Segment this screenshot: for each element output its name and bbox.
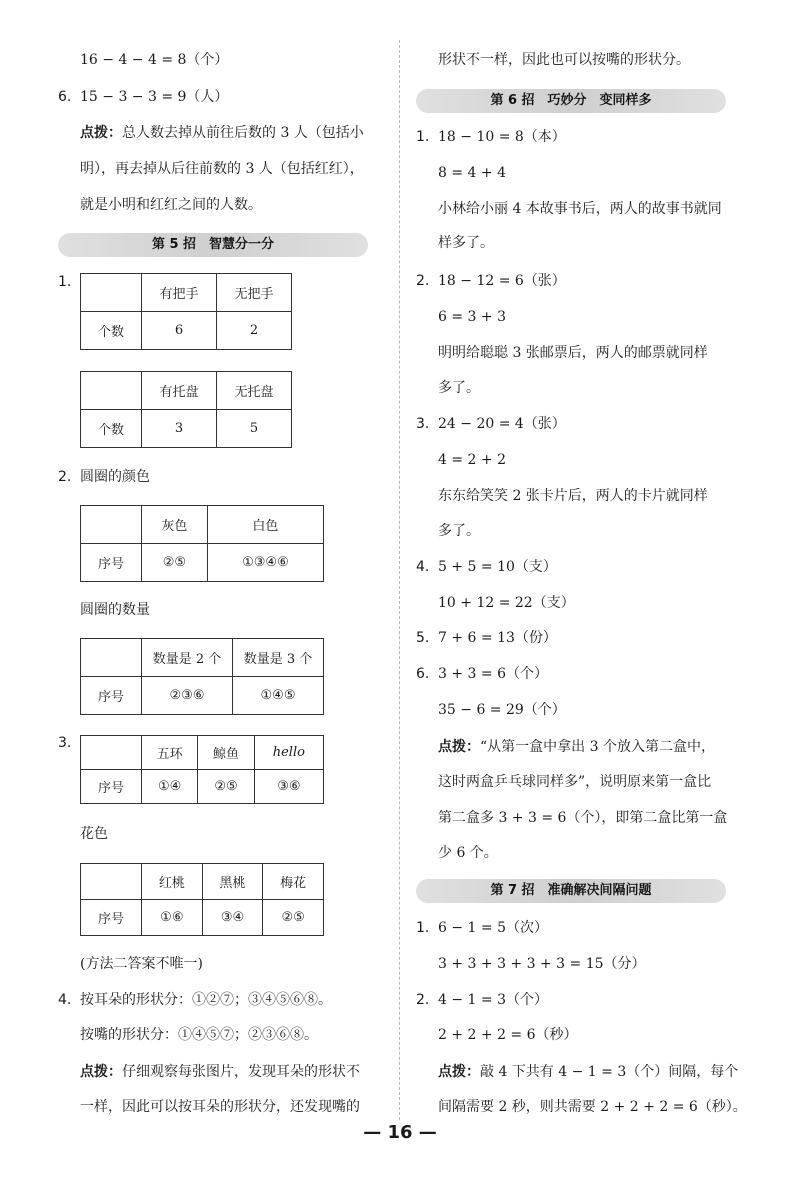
- section-banner-5: 第 5 招 智慧分一分: [58, 233, 368, 257]
- tip-line: 间隔需要 2 秒，则共需要 2 + 2 + 2 = 6（秒）。: [438, 1099, 747, 1115]
- answer-line: 多了。: [438, 380, 480, 396]
- table-suits: 红桃 黑桃 梅花 序号 ①⑥ ③④ ②⑤: [80, 863, 324, 936]
- answer-line: 样多了。: [438, 235, 494, 251]
- tip-line: 第二盒多 3 + 3 = 6（个），即第二盒比第一盒: [438, 810, 728, 826]
- answer-line: 7 + 6 = 13（份）: [438, 630, 557, 646]
- answer-line: 5 + 5 = 10（支）: [438, 559, 557, 575]
- page-number: — 16 —: [363, 1122, 437, 1143]
- tip-line: 点拨：敲 4 下共有 4 − 1 = 3（个）间隔，每个: [438, 1064, 739, 1080]
- tip-line: 点拨：“从第一盒中拿出 3 个放入第二盒中，: [438, 739, 715, 755]
- question-number: 4.: [58, 992, 72, 1008]
- question-number: 6.: [416, 666, 430, 682]
- answer-line: 16 − 4 − 4 = 8（个）: [80, 52, 229, 68]
- table-circle-count: 数量是 2 个 数量是 3 个 序号 ②③⑥ ①④⑤: [80, 638, 324, 715]
- tip-line: 点拨：仔细观察每张图片，发现耳朵的形状不: [80, 1064, 360, 1080]
- answer-line: 2 + 2 + 2 = 6（秒）: [438, 1027, 578, 1043]
- question-number: 4.: [416, 559, 430, 575]
- section-banner-6: 第 6 招 巧妙分 变同样多: [416, 89, 726, 113]
- answer-line: 4 − 1 = 3（个）: [438, 992, 548, 1008]
- question-number: 1.: [416, 920, 430, 936]
- tip-line: 一样，因此可以按耳朵的形状分，还发现嘴的: [80, 1099, 360, 1115]
- answer-line: 8 = 4 + 4: [438, 165, 506, 181]
- column-divider: [399, 40, 400, 1120]
- answer-line: 6 = 3 + 3: [438, 309, 506, 325]
- question-number: 1.: [416, 129, 430, 145]
- note: (方法二答案不唯一): [80, 956, 203, 972]
- question-number: 5.: [416, 630, 430, 646]
- answer-line: 按嘴的形状分：①④⑤⑦；②③⑥⑧。: [80, 1027, 318, 1043]
- table-handles: 有把手 无把手 个数 6 2: [80, 273, 292, 350]
- question-number: 3.: [416, 416, 430, 432]
- answer-line: 10 + 12 = 22（支）: [438, 595, 575, 611]
- section-banner-7: 第 7 招 准确解决间隔问题: [416, 879, 726, 903]
- answer-line: 东东给笑笑 2 张卡片后，两人的卡片就同样: [438, 488, 708, 504]
- answer-line: 小林给小丽 4 本故事书后，两人的故事书就同: [438, 201, 722, 217]
- answer-line: 多了。: [438, 523, 480, 539]
- tip-label: 点拨：: [80, 125, 122, 141]
- tip-line: 就是小明和红红之间的人数。: [80, 197, 262, 213]
- answer-line: 明明给聪聪 3 张邮票后，两人的邮票就同样: [438, 345, 708, 361]
- tip-line: 形状不一样，因此也可以按嘴的形状分。: [438, 52, 690, 68]
- tip-label: 点拨：: [80, 1064, 122, 1080]
- subtitle: 圆圈的颜色: [80, 469, 150, 485]
- question-number: 3.: [58, 735, 72, 751]
- answer-line: 15 − 3 − 3 = 9（人）: [80, 89, 229, 105]
- subtitle: 花色: [80, 826, 108, 842]
- tip-line: 这时两盒乒乓球同样多”，说明原来第一盒比: [438, 774, 712, 790]
- answer-line: 4 = 2 + 2: [438, 452, 506, 468]
- table-trays: 有托盘 无托盘 个数 3 5: [80, 371, 292, 448]
- answer-line: 35 − 6 = 29（个）: [438, 702, 566, 718]
- answer-line: 24 − 20 = 4（张）: [438, 416, 566, 432]
- table-patterns: 五环 鲸鱼 hello 序号 ①④ ②⑤ ③⑥: [80, 735, 324, 804]
- answer-line: 按耳朵的形状分：①②⑦；③④⑤⑥⑧。: [80, 992, 332, 1008]
- question-number: 2.: [416, 992, 430, 1008]
- answer-line: 3 + 3 = 6（个）: [438, 666, 548, 682]
- question-number: 1.: [58, 274, 72, 290]
- question-number: 6.: [58, 89, 72, 105]
- answer-line: 18 − 10 = 8（本）: [438, 129, 566, 145]
- subtitle: 圆圈的数量: [80, 602, 150, 618]
- question-number: 2.: [58, 469, 72, 485]
- answer-line: 3 + 3 + 3 + 3 + 3 = 15（分）: [438, 956, 646, 972]
- answer-line: 18 − 12 = 6（张）: [438, 273, 566, 289]
- answer-line: 6 − 1 = 5（次）: [438, 920, 548, 936]
- tip-line: 少 6 个。: [438, 845, 498, 861]
- tip-label: 点拨：: [438, 739, 480, 755]
- question-number: 2.: [416, 273, 430, 289]
- tip-label: 点拨：: [438, 1064, 480, 1080]
- tip-line: 明），再去掉从后往前数的 3 人（包括红红），: [80, 161, 364, 177]
- tip-line: 点拨：总人数去掉从前往后数的 3 人（包括小: [80, 125, 364, 141]
- table-circle-color: 灰色 白色 序号 ②⑤ ①③④⑥: [80, 505, 324, 582]
